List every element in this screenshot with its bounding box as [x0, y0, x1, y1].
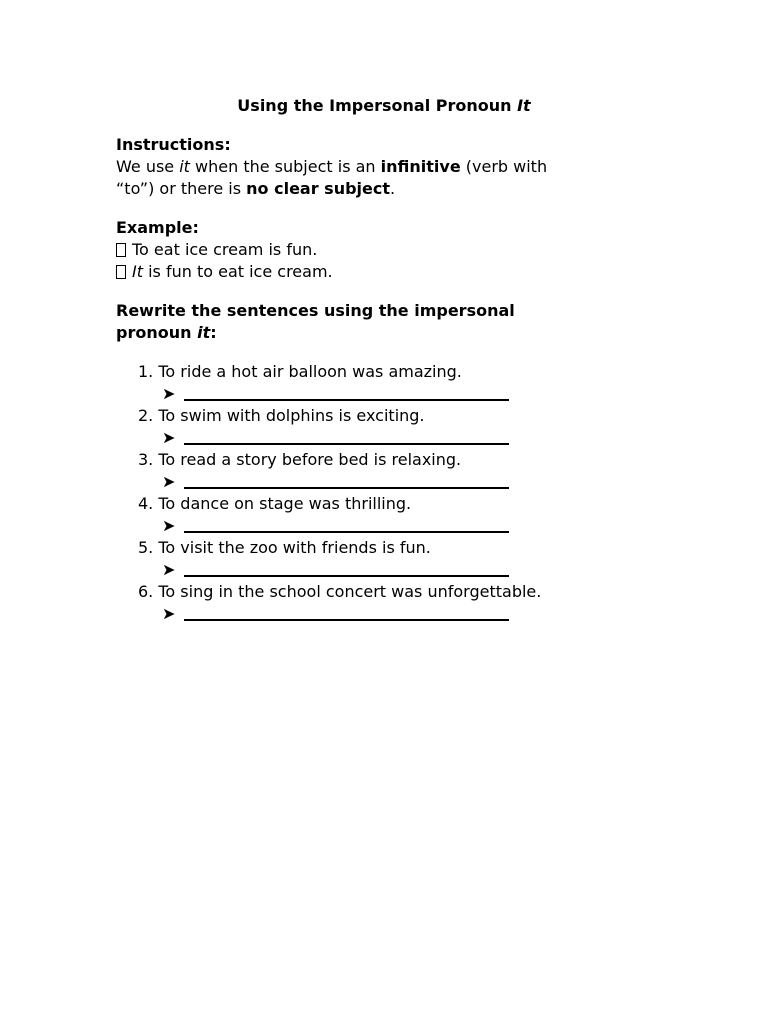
arrow-icon: ➤: [162, 472, 176, 491]
missing-glyph-icon: [116, 243, 126, 257]
item-sentence: [138, 405, 658, 427]
answer-row: [138, 603, 658, 625]
task-it: it: [197, 323, 211, 342]
instructions-infinitive: infinitive: [380, 157, 461, 176]
missing-glyph-icon: [116, 265, 126, 279]
answer-blank[interactable]: [184, 603, 509, 621]
example-line-1: [116, 239, 636, 261]
example-it: It: [132, 262, 143, 281]
arrow-icon: ➤: [162, 560, 176, 579]
arrow-icon: ➤: [162, 604, 176, 623]
task-text: pronoun: [116, 323, 198, 342]
list-item: [138, 405, 658, 449]
instructions-line-2: [116, 178, 636, 200]
page-title: [0, 95, 768, 117]
arrow-icon: ➤: [162, 384, 176, 403]
instructions-text: when the subject is an: [189, 157, 381, 176]
list-item: [138, 581, 658, 625]
answer-blank[interactable]: [184, 515, 509, 533]
arrow-icon: ➤: [162, 428, 176, 447]
example-heading: Example:: [116, 218, 199, 237]
example-line-2: [116, 261, 636, 283]
item-sentence: [138, 537, 658, 559]
item-sentence: [138, 493, 658, 515]
item-number: 5.: [138, 538, 154, 557]
exercise-list: [138, 361, 658, 625]
item-number: 4.: [138, 494, 154, 513]
instructions-text: We use: [116, 157, 180, 176]
item-sentence: [138, 581, 658, 603]
instructions-section: [116, 134, 636, 200]
instructions-text: “to”) or there is: [116, 179, 247, 198]
item-text: To read a story before bed is relaxing.: [158, 450, 462, 469]
item-sentence: [138, 361, 658, 383]
item-text: To swim with dolphins is exciting.: [158, 406, 425, 425]
answer-blank[interactable]: [184, 383, 509, 401]
task-heading-line-1: Rewrite the sentences using the impersonal: [116, 301, 515, 320]
instructions-it: it: [179, 157, 190, 176]
item-number: 1.: [138, 362, 154, 381]
item-number: 6.: [138, 582, 154, 601]
instructions-text: .: [390, 179, 396, 198]
answer-row: [138, 383, 658, 405]
item-number: 2.: [138, 406, 154, 425]
answer-blank[interactable]: [184, 427, 509, 445]
example-text: To eat ice cream is fun.: [132, 240, 318, 259]
list-item: [138, 537, 658, 581]
answer-row: [138, 471, 658, 493]
arrow-icon: ➤: [162, 516, 176, 535]
list-item: [138, 493, 658, 537]
answer-blank[interactable]: [184, 559, 509, 577]
answer-blank[interactable]: [184, 471, 509, 489]
item-text: To visit the zoo with friends is fun.: [158, 538, 431, 557]
title-main: Using the Impersonal Pronoun: [237, 96, 518, 115]
item-sentence: [138, 449, 658, 471]
instructions-text: (verb with: [460, 157, 548, 176]
instructions-heading: Instructions:: [116, 135, 231, 154]
item-text: To ride a hot air balloon was amazing.: [158, 362, 462, 381]
item-text: To sing in the school concert was unforgettable.: [158, 582, 542, 601]
item-text: To dance on stage was thrilling.: [158, 494, 412, 513]
task-heading-line-2: [116, 322, 636, 344]
list-item: [138, 361, 658, 405]
list-item: [138, 449, 658, 493]
item-number: 3.: [138, 450, 154, 469]
example-text: is fun to eat ice cream.: [143, 262, 333, 281]
answer-row: [138, 559, 658, 581]
answer-row: [138, 515, 658, 537]
instructions-no-clear-subject: no clear subject: [246, 179, 391, 198]
answer-row: [138, 427, 658, 449]
task-text: :: [210, 323, 217, 342]
example-section: [116, 217, 636, 283]
instructions-line-1: [116, 156, 636, 178]
title-emphasis: It: [517, 96, 531, 115]
task-section: [116, 300, 636, 344]
